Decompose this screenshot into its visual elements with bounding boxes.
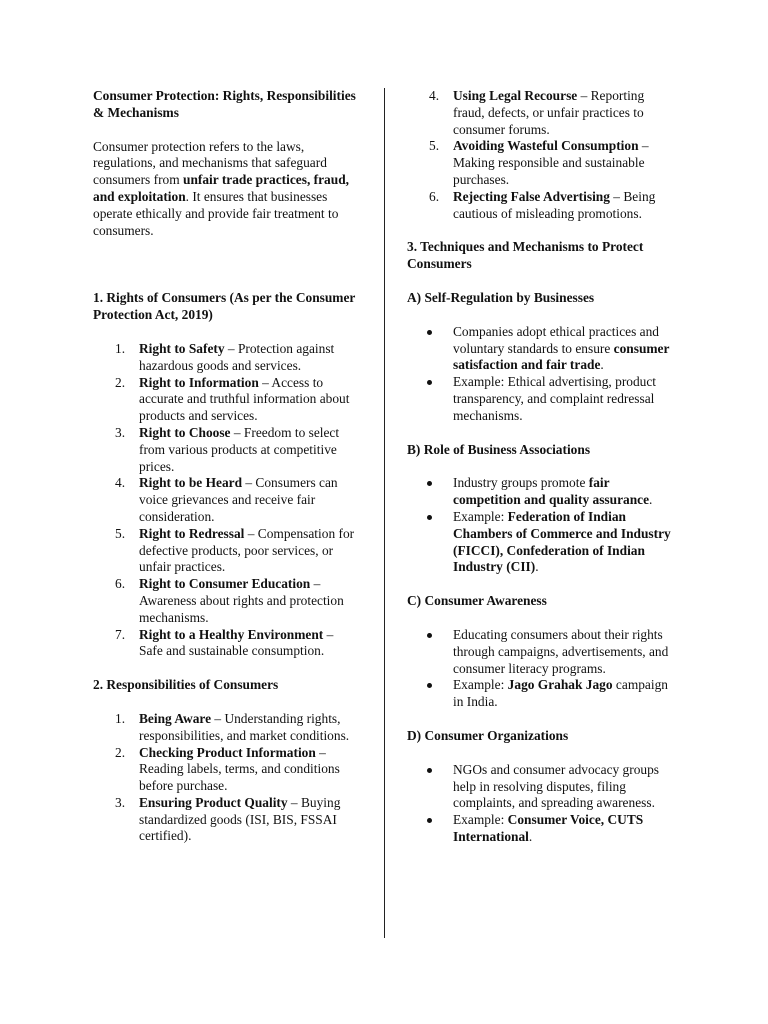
left-column: [93, 88, 359, 845]
list-item: 4. Using Legal Recourse – Reporting fraud, defects, or unfair practices to consumer forums.: [429, 88, 645, 137]
list-item: 3. Right to Choose – Freedom to select from various products at competitive prices.: [115, 424, 340, 474]
list-item: 1. Right to Safety – Protection against hazardous goods and services.: [115, 340, 335, 373]
list-item: 2. Right to Information – Access to accurate and truthful information about products and services.: [115, 374, 350, 424]
right-column: [407, 88, 679, 846]
list-item: Example: Ethical advertising, product transparency, and complaint redressal mechanisms.: [407, 374, 679, 424]
bullet-icon: [427, 633, 432, 638]
list-item: 6. Rejecting False Advertising – Being cautious of misleading promotions.: [429, 188, 656, 221]
list-item: Educating consumers about their rights through campaigns, advertisements, and consumer literacy programs.: [407, 627, 679, 677]
list-item: 5. Avoiding Wasteful Consumption – Making responsible and sustainable purchases.: [429, 138, 649, 187]
bullet-icon: [427, 515, 432, 520]
consumer-awareness-list: [407, 627, 679, 711]
list-item: 1. Being Aware – Understanding rights, responsibilities, and market conditions.: [115, 710, 350, 743]
list-item: Companies adopt ethical practices and voluntary standards to ensure consumer satisfaction and fair trade.: [407, 324, 679, 374]
rights-heading: 1. Rights of Consumers (As per the Consumer Protection Act, 2019): [93, 290, 356, 323]
column-divider: [384, 88, 385, 938]
bullet-icon: [427, 330, 432, 335]
bullet-icon: [427, 768, 432, 773]
list-item: NGOs and consumer advocacy groups help in resolving disputes, filing complaints, and spreading awareness.: [407, 762, 679, 812]
self-regulation-heading: A) Self-Regulation by Businesses: [407, 289, 595, 305]
bullet-icon: [427, 683, 432, 688]
mechanisms-heading: 3. Techniques and Mechanisms to Protect Consumers: [407, 239, 644, 272]
bullet-icon: [427, 481, 432, 486]
list-item: 5. Right to Redressal – Compensation for defective products, poor services, or unfair practices.: [115, 525, 355, 575]
list-item: 7. Right to a Healthy Environment – Safe and sustainable consumption.: [115, 626, 334, 659]
document-title: Consumer Protection: Rights, Responsibilities & Mechanisms: [93, 88, 356, 120]
list-item: 4. Right to be Heard – Consumers can voice grievances and receive fair consideration.: [115, 475, 338, 524]
list-item: 6. Right to Consumer Education – Awareness about rights and protection mechanisms.: [115, 576, 344, 625]
responsibilities-heading: 2. Responsibilities of Consumers: [93, 677, 279, 693]
list-item: 2. Checking Product Information – Reading labels, terms, and conditions before purchase.: [115, 744, 340, 794]
intro-paragraph: [93, 139, 359, 240]
list-item: Example: Consumer Voice, CUTS International.: [407, 812, 679, 846]
bullet-icon: [427, 380, 432, 385]
consumer-organizations-heading: D) Consumer Organizations: [407, 727, 569, 743]
list-item: Industry groups promote fair competition and quality assurance.: [407, 475, 679, 509]
business-associations-heading: B) Role of Business Associations: [407, 441, 591, 457]
intro-bold-text: unfair trade practices, fraud, and exploitation: [93, 172, 349, 204]
list-item: Example: Jago Grahak Jago campaign in India.: [407, 677, 679, 711]
consumer-awareness-heading: C) Consumer Awareness: [407, 593, 547, 609]
bullet-icon: [427, 818, 432, 823]
consumer-organizations-list: [407, 762, 679, 846]
intro-text: Consumer protection refers to the laws, regulations, and mechanisms that safeguard consumers from: [93, 138, 327, 188]
list-item: 3. Ensuring Product Quality – Buying standardized goods (ISI, BIS, FSSAI certified).: [115, 794, 341, 844]
self-regulation-list: [407, 324, 679, 425]
intro-text-end: . It ensures that businesses operate ethically and provide fair treatment to consumers.: [93, 188, 339, 238]
rights-list: [93, 341, 359, 660]
responsibilities-list: [93, 711, 359, 845]
responsibilities-list-continued: [407, 88, 679, 222]
list-item: Example: Federation of Indian Chambers of Commerce and Industry (FICCI), Confederation of Indian Industry (CII).: [407, 509, 679, 576]
business-associations-list: [407, 475, 679, 576]
